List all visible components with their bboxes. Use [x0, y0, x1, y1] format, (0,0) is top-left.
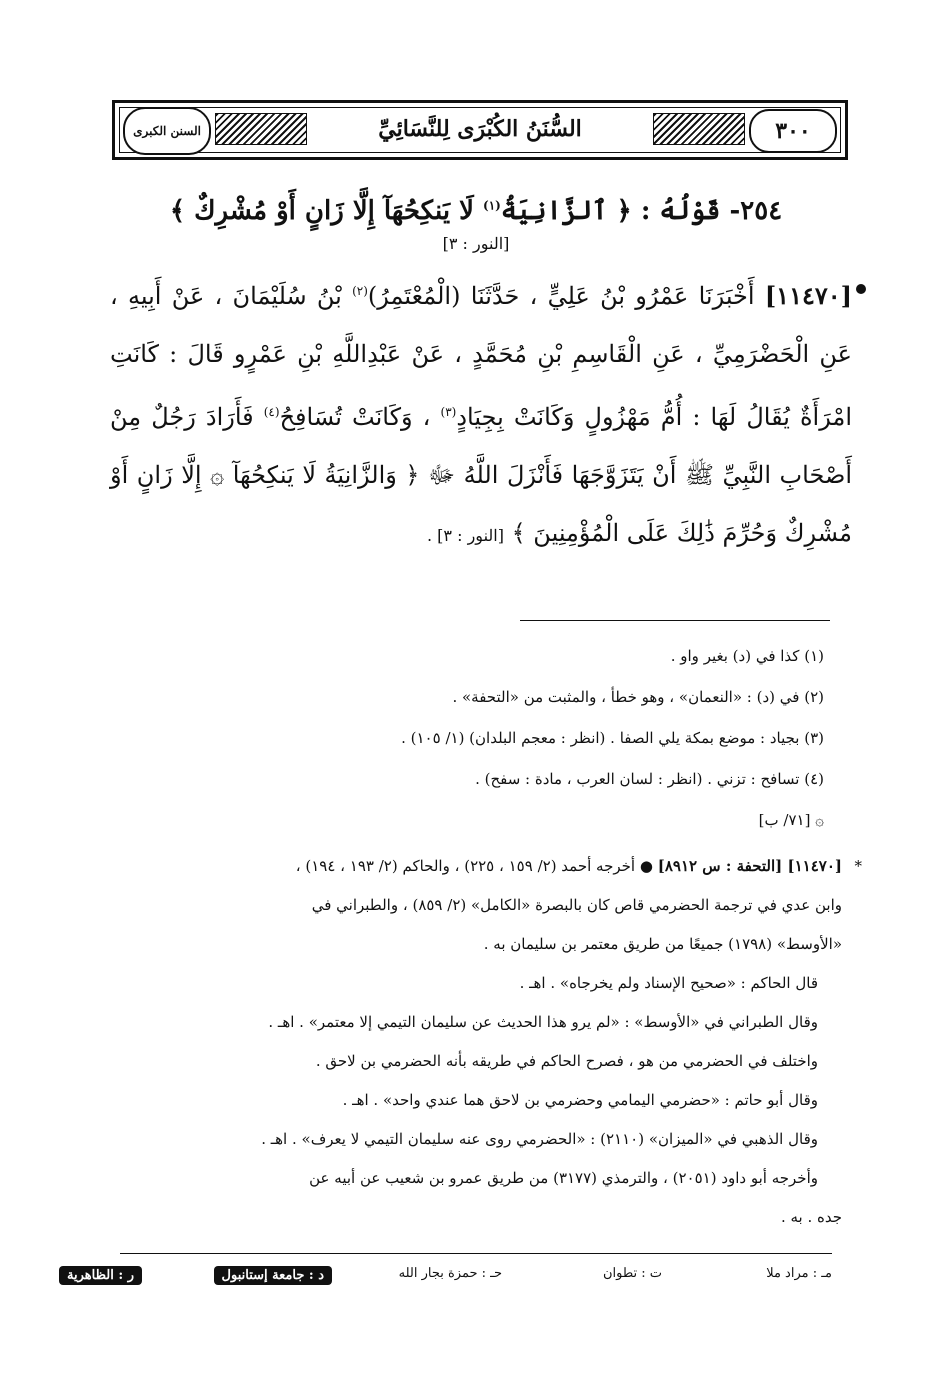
page-number: ٣٠٠	[749, 109, 837, 153]
footnote-marker: (٣)	[440, 405, 457, 419]
chapter-verse: ﴿ ٱلزَّانِيَةُ	[500, 196, 632, 226]
footnote-marker: (٢)	[352, 284, 368, 298]
bullet-icon	[856, 284, 866, 294]
takhrij-line: وقال الطبراني في «الأوسط» : «لم يرو هذا الحديث عن سليمان التيمي إلا معتمر» . اهـ .	[268, 1013, 818, 1031]
takhrij-line: جده . به .	[780, 1208, 842, 1226]
book-title: السُّنَنُ الكُبْرَى لِلنَّسَائِيِّ	[330, 109, 630, 149]
hadith-text-part: فَأَرَادَ رَجُلٌ مِنْ أَصْحَابِ النَّبِيِّ ﷺ أَنْ يَتَزَوَّجَهَا فَأَنْزَلَ اللَّهُ ﷻ ﴿ وَالزَّانِيَةُ لَا يَنكِحُهَآ ۞ إِلَّا زَانٍ أَوْ مُشْرِكٌ وَحُرِّمَ ذَٰلِكَ عَلَى الْمُؤْمِنِينَ ﴾	[110, 403, 852, 547]
chapter-heading	[150, 196, 802, 256]
chapter-verse-reference: [النور : ٣]	[442, 234, 510, 253]
manuscript-label: ت : تطوان	[602, 1266, 662, 1281]
chapter-verse-rest: لَا يَنكِحُهَآ إِلَّا زَانٍ أَوْ مُشْرِكٌ ﴾	[169, 196, 474, 226]
footer-rule	[120, 1253, 832, 1254]
hadith-number: [١١٤٧٠]	[764, 281, 852, 310]
hadith-text	[110, 262, 852, 565]
takhrij-line: «الأوسط» (١٧٩٨) جميعًا من طريق معتمر بن سليمان به .	[483, 935, 842, 953]
footnote-marker: (١)	[483, 198, 501, 213]
folio-marker: ۞ [٧١/ ب]	[758, 811, 824, 829]
manuscript-label: مـ : مراد ملا	[766, 1266, 832, 1281]
footnote-marker: (٤)	[263, 405, 280, 419]
manuscript-label: حـ : حمزة بجار الله	[398, 1266, 502, 1281]
takhrij-text: ● أخرجه أحمد (٢/ ١٥٩ ، ٢٢٥) ، والحاكم (٢/ ١٩٣ ، ١٩٤) ،	[295, 857, 653, 875]
takhrij-line: وابن عدي في ترجمة الحضرمي قاص كان بالبصرة «الكامل» (٢/ ٨٥٩) ، والطبراني في	[311, 896, 842, 914]
hadith-text-part: بْنُ سُلَيْمَانَ ، عَنْ أَبِيهِ ، عَنِ الْحَضْرَمِيِّ ، عَنِ الْقَاسِمِ بْنِ مُحَمَّدٍ ، عَنْ عَبْدِاللَّهِ بْنِ عَمْرٍو قَالَ : كَانَتِ امْرَأَةٌ يُقَالُ لَهَا : أُمُّ مَهْزُولٍ وَكَانَتْ بِجِيَادٍ	[110, 282, 852, 431]
manuscripts-footer	[67, 1262, 832, 1292]
header-ornament-left	[215, 113, 307, 145]
hadith-text-part: أَخْبَرَنَا عَمْرُو بْنُ عَلِيٍّ ، حَدَّثَنَا (الْمُعْتَمِرُ)	[367, 282, 755, 310]
footnotes	[110, 636, 824, 841]
verse-reference: [النور : ٣] .	[427, 526, 504, 545]
footnote: (٢) في (د) : «النعمان» ، وهو خطأ ، والمثبت من «التحفة» .	[452, 688, 824, 706]
takhrij-head: [١١٤٧٠] [التحفة : س ٨٩١٢]	[657, 857, 842, 875]
manuscript-badge: د : جامعة إستانبول	[214, 1266, 332, 1285]
asterisk-icon: *	[854, 857, 862, 875]
takhrij-line: وقال الذهبي في «الميزان» (٢١١٠) : «الحضرمي روى عنه سليمان التيمي لا يعرف» . اهـ .	[261, 1130, 818, 1148]
footnote-separator	[520, 620, 830, 621]
manuscript-badge: ر : الظاهرية	[59, 1266, 142, 1285]
hadith-text-part: ، وَكَانَتْ تُسَافِحُ	[279, 403, 431, 431]
footnote: (٣) بجياد : موضع بمكة يلي الصفا . (انظر : معجم البلدان) (١/ ١٠٥) .	[401, 729, 824, 747]
takhrij-line: واختلف في الحضرمي من هو ، فصرح الحاكم في طريقه بأنه الحضرمي بن لاحق .	[315, 1052, 818, 1070]
takhrij-line	[110, 847, 842, 886]
takhrij-line: وقال أبو حاتم : «حضرمي اليمامي وحضرمي بن لاحق هما عندي واحد» . اهـ .	[342, 1091, 818, 1109]
page-header	[112, 100, 848, 160]
footnote: (٤) تسافح : تزني . (انظر : لسان العرب ، مادة : سفح) .	[475, 770, 824, 788]
footnote: (١) كذا في (د) بغير واو .	[670, 647, 824, 665]
header-ornament-right	[653, 113, 745, 145]
takhrij-section	[110, 847, 862, 1237]
takhrij-line: وأخرجه أبو داود (٢٠٥١) ، والترمذي (٣١٧٧) من طريق عمرو بن شعيب عن أبيه عن	[309, 1169, 818, 1187]
chapter-label: ٢٥٤- قَوْلُهُ :	[640, 196, 783, 226]
takhrij-line: قال الحاكم : «صحيح الإسناد ولم يخرجاه» . اهـ .	[519, 974, 818, 992]
book-logo: السنن الكبرى	[123, 107, 211, 155]
